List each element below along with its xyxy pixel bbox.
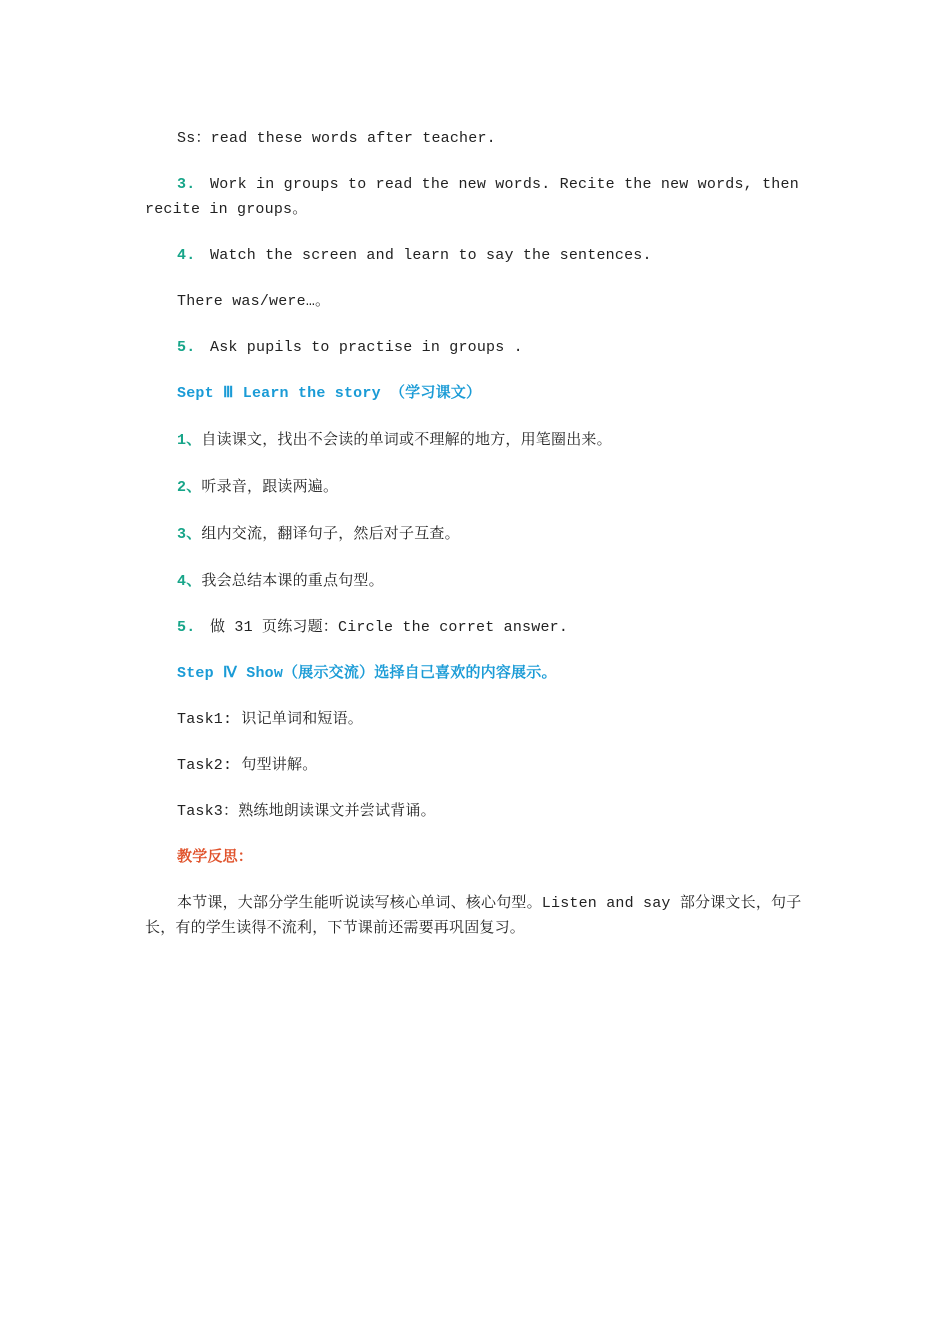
item-number: 1、 bbox=[177, 432, 202, 449]
step-4-heading bbox=[145, 661, 810, 686]
document-page bbox=[145, 126, 810, 962]
item-text: Work in groups to read the new words. Recite the new words, then recite in groups。 bbox=[145, 176, 799, 218]
reflection-paragraph bbox=[145, 891, 810, 941]
item-number: 5. bbox=[177, 619, 196, 636]
task-2 bbox=[145, 753, 810, 778]
item-number: 5. bbox=[177, 339, 196, 356]
task-1-text: Task1: 识记单词和短语。 bbox=[177, 711, 364, 728]
reflection-heading bbox=[145, 845, 810, 870]
item-text: 组内交流，翻译句子，然后对子互查。 bbox=[201, 524, 460, 542]
item-text: 我会总结本课的重点句型。 bbox=[201, 571, 384, 589]
step-item-4 bbox=[145, 243, 810, 268]
step-item-5 bbox=[145, 335, 810, 360]
item-text: Watch the screen and learn to say the sentences. bbox=[210, 247, 652, 264]
story-item-2 bbox=[145, 474, 810, 500]
item-text: 听录音，跟读两遍。 bbox=[201, 477, 339, 495]
item-text: 自读课文，找出不会读的单词或不理解的地方，用笔圈出来。 bbox=[201, 430, 612, 448]
story-item-3 bbox=[145, 521, 810, 547]
task-3-text: Task3：熟练地朗读课文并尝试背诵。 bbox=[177, 803, 436, 820]
sentence-pattern-text: There was/were…。 bbox=[177, 293, 331, 310]
ss-read-text: Ss：read these words after teacher. bbox=[177, 130, 496, 147]
story-item-4 bbox=[145, 568, 810, 594]
step-3-heading-text: Sept Ⅲ Learn the story （学习课文） bbox=[177, 385, 482, 402]
item-number: 4. bbox=[177, 247, 196, 264]
step-4-heading-text: Step Ⅳ Show（展示交流）选择自己喜欢的内容展示。 bbox=[177, 665, 557, 682]
step-item-3 bbox=[145, 172, 810, 222]
item-text: Ask pupils to practise in groups . bbox=[210, 339, 523, 356]
item-number: 3. bbox=[177, 176, 196, 193]
task-3 bbox=[145, 799, 810, 824]
item-number: 3、 bbox=[177, 526, 202, 543]
sentence-pattern-line bbox=[145, 289, 810, 314]
reflection-text: 本节课，大部分学生能听说读写核心单词、核心句型。Listen and say 部分课文长，句子长，有的学生读得不流利，下节课前还需要再巩固复习。 bbox=[145, 895, 802, 937]
item-number: 4、 bbox=[177, 573, 202, 590]
task-1 bbox=[145, 707, 810, 732]
task-2-text: Task2: 句型讲解。 bbox=[177, 757, 318, 774]
ss-read-line bbox=[145, 126, 810, 151]
item-text: 做 31 页练习题：Circle the corret answer. bbox=[210, 619, 569, 636]
reflection-heading-text: 教学反思： bbox=[177, 849, 254, 866]
story-item-1 bbox=[145, 427, 810, 453]
item-number: 2、 bbox=[177, 479, 202, 496]
step-3-heading bbox=[145, 381, 810, 406]
story-item-5 bbox=[145, 615, 810, 640]
